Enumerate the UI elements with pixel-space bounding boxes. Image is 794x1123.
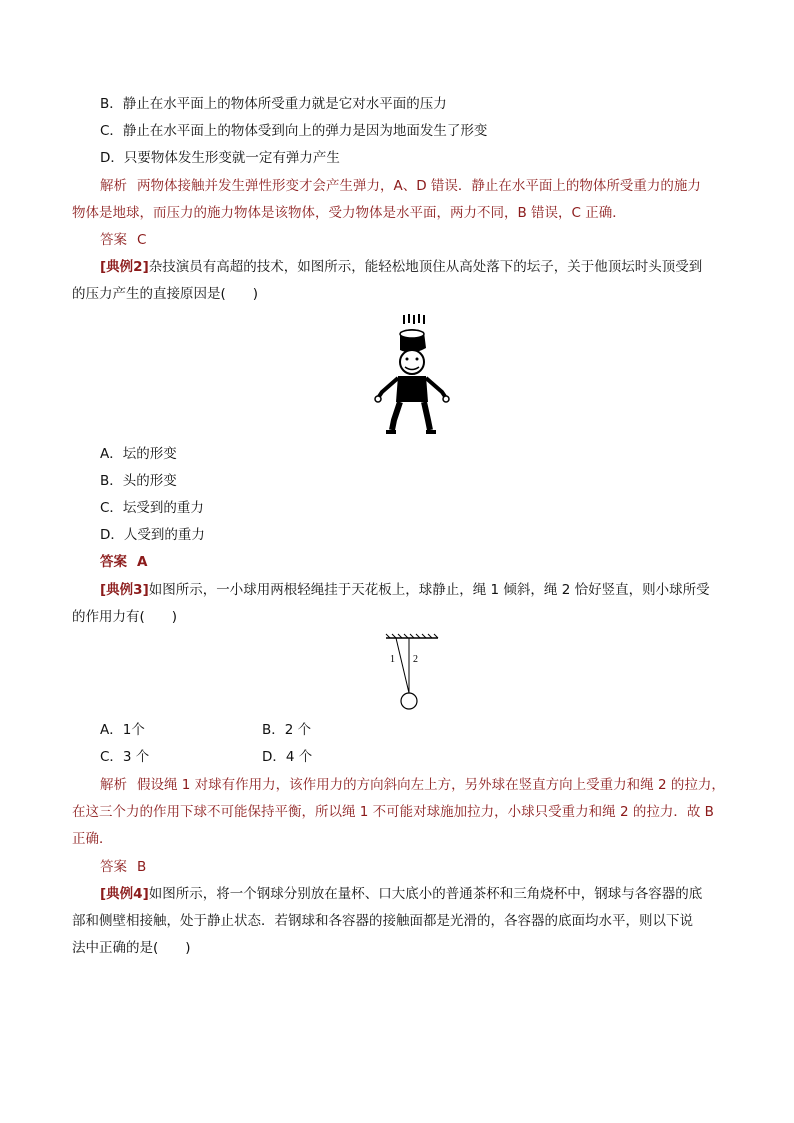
hanging-ball-figure: [382, 632, 442, 712]
analysis-text-continued: 物体是地球，而压力的施力物体是该物体，受力物体是水平面，两力不同，B 错误，C 正确．: [72, 205, 626, 221]
analysis-label: 解析: [100, 777, 127, 793]
question-text-continued: 的作用力有( ): [72, 609, 178, 625]
option-a: A．1个: [100, 722, 145, 738]
answer-label: 答案: [100, 859, 127, 875]
question-text: 杂技演员有高超的技术，如图所示，能轻松地顶住从高处落下的坛子，关于他顶坛时头顶受到: [148, 259, 703, 275]
answer-value: B: [137, 859, 147, 875]
question-text: 如图所示，将一个钢球分别放在量杯、口大底小的普通茶杯和三角烧杯中，钢球与各容器的底: [148, 886, 703, 902]
answer-value: C: [137, 232, 147, 248]
question-block: [100, 884, 702, 904]
answer-block: [100, 857, 146, 877]
option-a: A．坛的形变: [100, 446, 177, 462]
options-row-2: [100, 747, 400, 767]
acrobat-figure: [372, 312, 452, 436]
analysis-text-end: 正确．: [72, 831, 113, 847]
analysis-text: 假设绳 1 对球有作用力，该作用力的方向斜向左上方，另外球在竖直方向上受重力和绳 2 的拉力，: [137, 777, 725, 793]
option-c: C．3 个: [100, 749, 150, 765]
rope-1-line: [396, 638, 409, 693]
option-c: C．静止在水平面上的物体受到向上的弹力是因为地面发生了形变: [100, 123, 488, 139]
analysis-block: [100, 176, 701, 196]
question-block: [100, 257, 702, 277]
question-text-continued: 的压力产生的直接原因是( ): [72, 286, 259, 302]
analysis-text-continued: 在这三个力的作用下球不可能保持平衡，所以绳 1 不可能对球施加拉力，小球只受重力和绳 2 的拉力．故 B: [72, 804, 714, 820]
example-tag: [典例3]: [100, 582, 149, 598]
option-b: B．2 个: [262, 722, 312, 738]
question-text-continued: 部和侧壁相接触，处于静止状态．若钢球和各容器的接触面都是光滑的，各容器的底面均水平，则以下说: [72, 913, 693, 929]
answer-block: [100, 230, 146, 250]
rope-2-label: 2: [413, 654, 418, 665]
options-row-1: [100, 720, 400, 740]
answer-label: 答案: [100, 554, 127, 570]
option-d: D．只要物体发生形变就一定有弹力产生: [100, 150, 340, 166]
option-b: B．头的形变: [100, 473, 177, 489]
example-tag: [典例2]: [100, 259, 149, 275]
answer-label: 答案: [100, 232, 127, 248]
option-b: B．静止在水平面上的物体所受重力就是它对水平面的压力: [100, 96, 447, 112]
option-d: D．4 个: [262, 749, 313, 765]
option-d: D．人受到的重力: [100, 527, 205, 543]
answer-block: [100, 552, 147, 572]
analysis-block: [100, 775, 725, 795]
analysis-text: 两物体接触并发生弹性形变才会产生弹力，A、D 错误．静止在水平面上的物体所受重力的施力: [137, 178, 701, 194]
rope-1-label: 1: [390, 654, 395, 665]
option-c: C．坛受到的重力: [100, 500, 204, 516]
analysis-label: 解析: [100, 178, 127, 194]
question-text: 如图所示，一小球用两根轻绳挂于天花板上，球静止，绳 1 倾斜，绳 2 恰好竖直，则小球所受: [148, 582, 710, 598]
example-tag: [典例4]: [100, 886, 149, 902]
question-block: [100, 580, 710, 600]
question-text-end: 法中正确的是( ): [72, 940, 191, 956]
answer-value: A: [137, 554, 148, 570]
